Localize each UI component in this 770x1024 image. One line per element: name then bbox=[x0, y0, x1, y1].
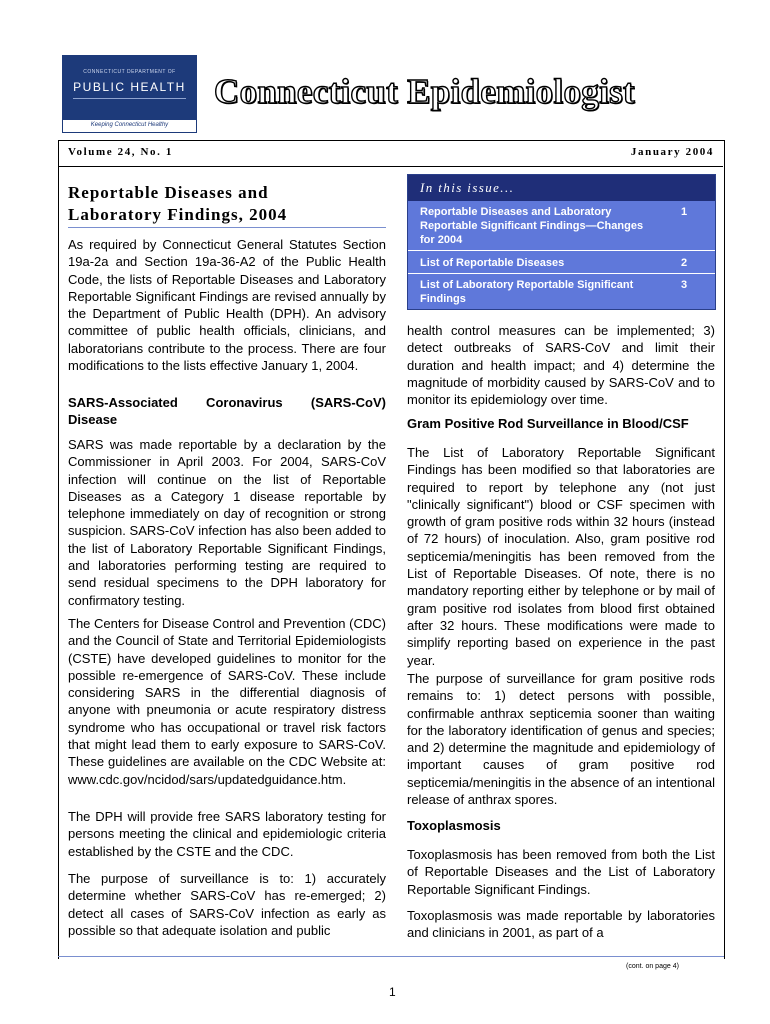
toxoplasmosis-paragraph-2: Toxoplasmosis was made reportable by laboratories and clinicians in 2001, as part of a bbox=[407, 908, 715, 941]
logo-small-text: CONNECTICUT DEPARTMENT OF bbox=[83, 69, 176, 75]
left-column bbox=[68, 236, 386, 374]
logo-big-text: PUBLIC HEALTH bbox=[73, 80, 186, 94]
issue-item-2[interactable] bbox=[408, 256, 715, 274]
article-title-line-2: Laboratory Findings, 2004 bbox=[68, 205, 288, 224]
issue-item-1[interactable] bbox=[408, 205, 715, 249]
issue-divider bbox=[408, 273, 715, 274]
in-this-issue-header bbox=[408, 175, 715, 201]
article-title bbox=[68, 182, 388, 226]
issue-item-label: List of Reportable Diseases bbox=[420, 257, 565, 269]
sars-paragraph-3: The DPH will provide free SARS laboratory testing for persons meeting the clinical and epidemiologic criteria established by the CSTE and the CDC. bbox=[68, 809, 386, 859]
gram-positive-heading: Gram Positive Rod Surveillance in Blood/CSF bbox=[407, 416, 689, 431]
sars-heading: SARS-Associated Coronavirus (SARS-CoV) Disease bbox=[68, 395, 386, 428]
issue-item-3[interactable] bbox=[408, 278, 715, 308]
issue-item-page: 2 bbox=[681, 257, 688, 269]
issue-item-page: 3 bbox=[681, 279, 688, 291]
logo-tagline: Keeping Connecticut Healthy bbox=[90, 122, 169, 128]
title-underline bbox=[68, 227, 386, 228]
sars-paragraph-2: The Centers for Disease Control and Prevention (CDC) and the Council of State and Territorial Epidemiologists (CSTE) have developed guidelines to monitor for the possible re-emergence of SARS-CoV. These include considering SARS in the differential diagnosis of anyone with pneumonia or acute respiratory distress syndrome who has occupational or travel risk factors that might lead them to early exposure to SARS-CoV. These guidelines are available on the CDC Website at: www.cdc.gov/ncidod/sars/updatedguidance.htm. bbox=[68, 616, 386, 787]
issue-item-label: Reportable Diseases and Laboratory Reportable Significant Findings—Changes for 2004 bbox=[420, 206, 644, 246]
issue-item-page: 1 bbox=[681, 206, 688, 218]
intro-paragraph: As required by Connecticut General Statutes Section 19a-2a and Section 19a-36-A2 of the Public Health Code, the lists of Reportable Diseases and Laboratory Reportable Significant Findings are revised annually by the Department of Public Health (DPH). An advisory committee of public health officials, clinicians, and laboratorians contribute to the process. There are four modifications to the lists effective January 1, 2004. bbox=[68, 237, 386, 374]
volume-number: Volume 24, No. 1 bbox=[68, 146, 173, 158]
in-this-issue-heading: In this issue... bbox=[420, 180, 515, 195]
bottom-rule bbox=[58, 956, 724, 957]
article-title-line-1: Reportable Diseases and bbox=[68, 183, 269, 202]
issue-divider bbox=[408, 250, 715, 251]
sars-paragraph-1: SARS was made reportable by a declaration by the Commissioner in April 2003. For 2004, SARS-CoV infection will continue on the list of Reportable Diseases as a Category 1 disease reportable by telephone immediately on day of recognition or strong suspicion. SARS-CoV infection has also been added to the list of Laboratory Reportable Significant Findings, and laboratories performing testing are required to send residual specimens to the DPH laboratory for confirmatory testing. bbox=[68, 437, 386, 608]
in-this-issue-box bbox=[407, 174, 716, 310]
gram-positive-paragraph-2: The purpose of surveillance for gram positive rods remains to: 1) detect persons with possible, confirmable anthrax septicemia sooner than waiting for the laboratory identification of genus and species; and 2) determine the magnitude and epidemiology of important causes of gram positive rod septicemia/meningitis in the absence of an intentional release of anthrax spores. bbox=[407, 671, 715, 808]
dph-logo bbox=[62, 55, 197, 133]
toxoplasmosis-heading: Toxoplasmosis bbox=[407, 818, 501, 833]
page-number: 1 bbox=[389, 985, 396, 999]
continued-note: (cont. on page 4) bbox=[626, 963, 679, 970]
issue-date: January 2004 bbox=[630, 146, 714, 158]
right-paragraph-1: health control measures can be implemented; 3) detect outbreaks of SARS-CoV and limit their duration and health impact; and 4) determine the magnitude of morbidity caused by SARS-CoV and to monitor its epidemiology over time. bbox=[407, 323, 715, 408]
sars-paragraph-4: The purpose of surveillance is to: 1) accurately determine whether SARS-CoV has re-emerged; 2) detect all cases of SARS-CoV infection as early as possible so that adequate isolation and public bbox=[68, 871, 386, 938]
issue-item-label: List of Laboratory Reportable Significant Findings bbox=[420, 279, 634, 305]
gram-positive-paragraph-1: The List of Laboratory Reportable Significant Findings has been modified so that laboratories are required to report by telephone any (not just "clinically significant") blood or CSF specimen with growth of gram positive rods within 32 hours (instead of 72 hours) of inoculation. Also, gram positive rod septicemia/meningitis has been removed from the List of Reportable Diseases. Of note, there is no mandatory reporting either by telephone or by mail of gram positive rod isolates from blood first obtained after 32 hours. These modifications were made to simplify reporting based on experience in the past year. bbox=[407, 445, 715, 668]
toxoplasmosis-paragraph-1: Toxoplasmosis has been removed from both the List of Reportable Diseases and the List of Laboratory Reportable Significant Findings. bbox=[407, 847, 715, 897]
logo-divider bbox=[73, 98, 186, 99]
newsletter-title: Connecticut Epidemiologist bbox=[214, 72, 635, 111]
